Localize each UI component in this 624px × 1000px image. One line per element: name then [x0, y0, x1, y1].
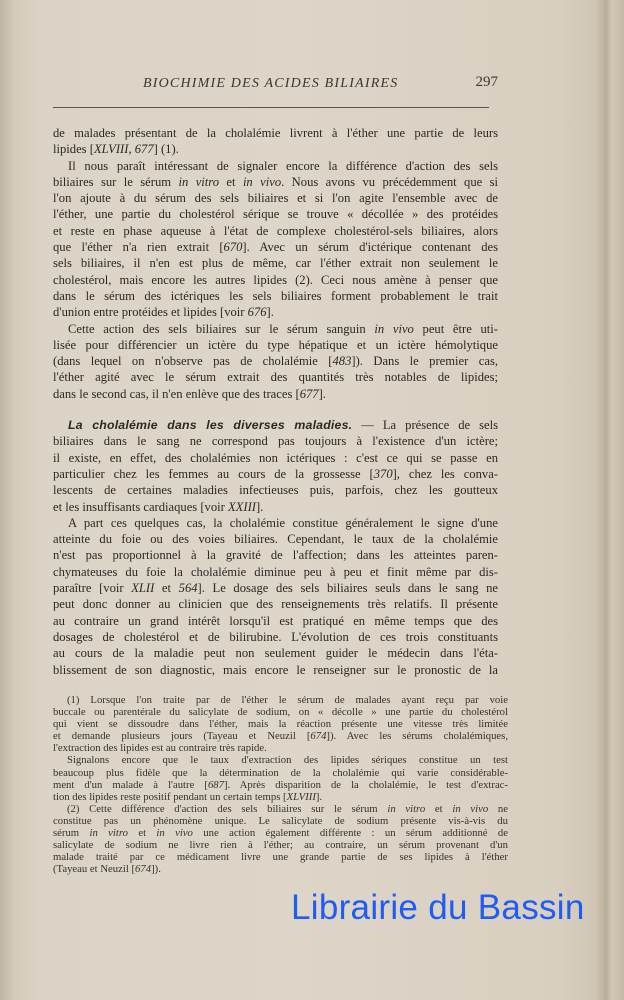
text-line: [53, 730, 508, 742]
text-line: [53, 239, 498, 255]
text-line: [53, 223, 498, 239]
paragraph: [53, 125, 498, 158]
text-segment: Il nous paraît intéressant de signaler encore la différence d'action des sels: [68, 158, 498, 173]
italic-text: XLVIII, 677: [93, 142, 154, 157]
text-segment: et: [154, 581, 179, 596]
paragraph: [53, 803, 508, 876]
italic-text: 676: [247, 305, 267, 320]
text-line: [53, 629, 498, 645]
text-segment: chymateuses du foie la cholalémie diminue peu à peu et finit même par dis-: [53, 564, 498, 579]
text-line: [53, 839, 508, 851]
italic-text: 674: [310, 730, 327, 743]
text-segment: sels biliaires, il n'en est plus de même, car l'éther extrait non seulement le: [53, 256, 498, 271]
text-segment: lescents de certaines maladies infectieuses puis, parfois, chez les goutteux: [53, 483, 498, 498]
text-segment: salicylate de sodium ne livre rien à l'éther; au contraire, un sérum provenant d'un: [53, 839, 508, 852]
italic-text: in vitro: [178, 174, 220, 189]
text-line: [53, 742, 508, 754]
text-line: [53, 827, 508, 839]
text-segment: n'est pas proportionnel à la gravité de l'affection; dans les atteintes paren-: [53, 548, 498, 563]
italic-text: in vitro: [89, 827, 128, 840]
text-line: [53, 141, 498, 157]
text-line: [53, 174, 498, 190]
text-segment: (1) Lorsque l'on traite par de l'éther le sérum de malades ayant reçu par voie: [67, 694, 508, 706]
text-line: [53, 369, 498, 385]
italic-text: 370: [373, 466, 393, 481]
text-segment: ment d'un malade à l'autre [: [53, 778, 208, 791]
section-heading: La cholalémie dans les diverses maladies.: [68, 418, 353, 433]
text-segment: ].: [266, 305, 274, 320]
text-line: [53, 613, 498, 629]
text-line: [53, 255, 498, 271]
text-line: [53, 791, 508, 803]
text-segment: atteinte du foie ou des voies biliaires. Cependant, le taux de la cholalémie: [53, 532, 498, 547]
header-rule: [53, 107, 489, 108]
text-segment: lipides [: [53, 142, 94, 157]
text-segment: (2) Cette différence d'action des sels biliaires sur le sérum: [67, 802, 388, 815]
text-segment: sérum: [53, 827, 90, 840]
paragraph: [53, 694, 508, 754]
text-segment: malade traité par ce médicament livre une grande partie de ses lipides à l'éther: [53, 851, 508, 864]
text-line: [53, 337, 498, 353]
section-paragraph: [53, 417, 498, 515]
text-segment: et demande plusieurs jours (Tayeau et Neuzil [: [53, 730, 311, 743]
text-segment: Cette action des sels biliaires sur le sérum sanguin: [68, 321, 375, 336]
text-line: [53, 596, 498, 612]
text-segment: peut être uti-: [413, 321, 498, 336]
text-line: [53, 417, 498, 433]
text-line: [53, 564, 498, 580]
text-segment: que l'éther n'a rien extrait [: [53, 240, 224, 255]
body-text: [53, 125, 498, 678]
text-line: [53, 580, 498, 596]
text-line: [53, 272, 498, 288]
text-line: [53, 547, 498, 563]
text-segment: ]. Avec un sérum d'ictérique contenant des: [242, 240, 499, 255]
section-gap: [53, 402, 498, 417]
text-segment: buccale ou parentérale du salicylate de sodium, on « décolle » une partie du cholestérol: [53, 706, 508, 719]
text-segment: au contraire un grand intérêt lorsqu'il est pratiqué en même temps que des: [53, 613, 498, 628]
text-segment: il existe, en effet, des cholalémies non ictériques : c'est ce qui se passe en: [53, 450, 498, 465]
italic-text: XXIII: [227, 499, 256, 514]
italic-text: XLII: [131, 581, 155, 596]
text-segment: biliaires dans le sang ne correspond pas toujours à l'existence d'un ictère;: [53, 434, 498, 449]
italic-text: 564: [178, 581, 198, 596]
text-segment: A part ces quelques cas, la cholalémie constitue généralement le signe d'une: [68, 515, 498, 530]
italic-text: in vivo: [156, 827, 193, 840]
italic-text: in vivo: [242, 174, 282, 189]
text-segment: blissement de son diagnostic, mais encore le renseigner sur le pronostic de la: [53, 662, 498, 677]
text-segment: et: [425, 802, 453, 815]
text-segment: de malades présentant de la cholalémie livrent à l'éther une partie de leurs: [53, 126, 498, 140]
text-segment: et les insuffisants cardiaques [voir: [53, 499, 228, 514]
text-segment: ]. Après disparition de la cholalémie, le test d'extrac-: [223, 778, 508, 791]
italic-text: 483: [332, 354, 352, 369]
text-segment: d'union entre protéides et lipides [voir: [53, 305, 248, 320]
text-segment: ]. Le dosage des sels biliaires seuls dans le sang ne: [197, 581, 499, 596]
text-line: [53, 515, 498, 531]
text-line: [53, 499, 498, 515]
italic-text: 674: [135, 863, 152, 876]
text-line: [53, 754, 508, 766]
text-segment: (dans lequel on n'observe pas de cholalémie [: [53, 354, 333, 369]
text-segment: ].: [318, 386, 326, 401]
text-line: [53, 694, 508, 706]
italic-text: 677: [299, 386, 319, 401]
italic-text: 687: [207, 778, 224, 791]
text-line: [53, 851, 508, 863]
page-number: 297: [475, 74, 498, 90]
text-line: [53, 206, 498, 222]
text-segment: et: [219, 174, 243, 189]
running-header: [53, 74, 498, 96]
text-segment: tion des lipides reste positif pendant un certain temps [: [53, 790, 287, 803]
text-segment: ].: [315, 790, 323, 803]
text-line: [53, 482, 498, 498]
text-segment: ], chez les conva-: [392, 466, 498, 481]
text-segment: particulier chez les femmes au cours de la grossesse [: [53, 466, 374, 481]
text-line: [53, 779, 508, 791]
text-segment: Signalons encore que le taux d'extraction des lipides sériques constitue un test: [67, 754, 508, 767]
text-segment: ]).: [151, 863, 161, 876]
text-segment: l'éther agité avec le sérum extrait des quantités très notables de lipides;: [53, 370, 498, 385]
text-segment: au cours de la maladie peut non seulement guider le médecin dans l'éta-: [53, 646, 498, 661]
text-segment: dans le sérum des ictériques les sels biliaires forment probablement le trait: [53, 288, 498, 303]
text-line: [53, 125, 498, 141]
text-segment: et reste en phase aqueuse à l'état de complexe cholestérol-sels biliaires, alors: [53, 223, 498, 238]
text-segment: l'on ajoute à du sérum des sels biliaires et si l'on agite l'ensemble avec de: [53, 191, 498, 206]
text-segment: ]). Dans le premier cas,: [351, 354, 498, 369]
paragraph: [53, 754, 508, 802]
italic-text: in vitro: [387, 802, 426, 815]
text-segment: cholestérol, mais encore les autres lipides (2). Ceci nous amène à penser que: [53, 272, 498, 287]
text-line: [53, 433, 498, 449]
text-line: [53, 190, 498, 206]
text-segment: peut donc donner au clinicien que des renseignements très relatifs. Il présente: [53, 597, 498, 612]
text-segment: biliaires sur le sérum: [53, 174, 179, 189]
text-segment: une action également différente : un sérum additionné de: [192, 827, 508, 840]
text-segment: qui vient se dissoudre dans l'éther, mais la réaction présente une vitesse très limitée: [53, 718, 508, 731]
text-segment: ].: [255, 499, 264, 514]
text-segment: beaucoup plus fidèle que la détermination de la cholalémie qui varie considérable-: [53, 766, 508, 779]
text-line: [53, 645, 498, 661]
watermark-logo: Librairie du Bassin: [291, 888, 585, 927]
paragraph: [53, 515, 498, 678]
text-segment: ne: [488, 802, 508, 815]
text-segment: dosages de cholestérol et de bilirubine. L'évolution de ces trois constituants: [53, 629, 498, 644]
text-line: [53, 466, 498, 482]
paragraph: [53, 321, 498, 402]
text-line: [53, 158, 498, 174]
text-line: [53, 450, 498, 466]
text-line: [53, 531, 498, 547]
text-segment: l'éther, une partie du cholestérol sérique se trouve « décollée » des protéides: [53, 207, 498, 222]
text-line: [53, 304, 498, 320]
text-line: [53, 863, 508, 875]
text-segment: ]). Avec les sérums cholalémiques,: [326, 730, 508, 743]
text-segment: . Nous avons vu précédemment que si: [281, 174, 499, 189]
text-line: [53, 706, 508, 718]
text-segment: paraître [voir: [53, 581, 132, 596]
italic-text: XLVIII: [286, 790, 316, 803]
text-segment: ] (1).: [153, 142, 179, 157]
text-segment: l'extraction des lipides est au contraire très rapide.: [53, 742, 267, 755]
text-line: [53, 353, 498, 369]
text-segment: constitue pas un phénomène unique. Le salicylate de sodium présente vis-à-vis du: [53, 814, 508, 827]
text-line: [53, 321, 498, 337]
text-segment: dans le second cas, il n'en enlève que des traces [: [53, 386, 300, 401]
running-title: BIOCHIMIE DES ACIDES BILIAIRES: [143, 76, 399, 91]
italic-text: in vivo: [452, 802, 489, 815]
italic-text: 670: [223, 240, 243, 255]
text-segment: — La présence de sels: [352, 418, 498, 433]
text-segment: (Tayeau et Neuzil [: [53, 863, 136, 876]
text-line: [53, 718, 508, 730]
footnotes: [53, 694, 508, 875]
text-line: [53, 767, 508, 779]
italic-text: in vivo: [374, 321, 414, 336]
text-segment: lisée pour différencier un ictère du type hépatique et un ictère hémolytique: [53, 337, 498, 352]
text-line: [53, 815, 508, 827]
text-line: [53, 288, 498, 304]
text-line: [53, 803, 508, 815]
text-segment: et: [127, 827, 157, 840]
paragraph: [53, 158, 498, 321]
text-line: [53, 386, 498, 402]
text-line: [53, 662, 498, 678]
